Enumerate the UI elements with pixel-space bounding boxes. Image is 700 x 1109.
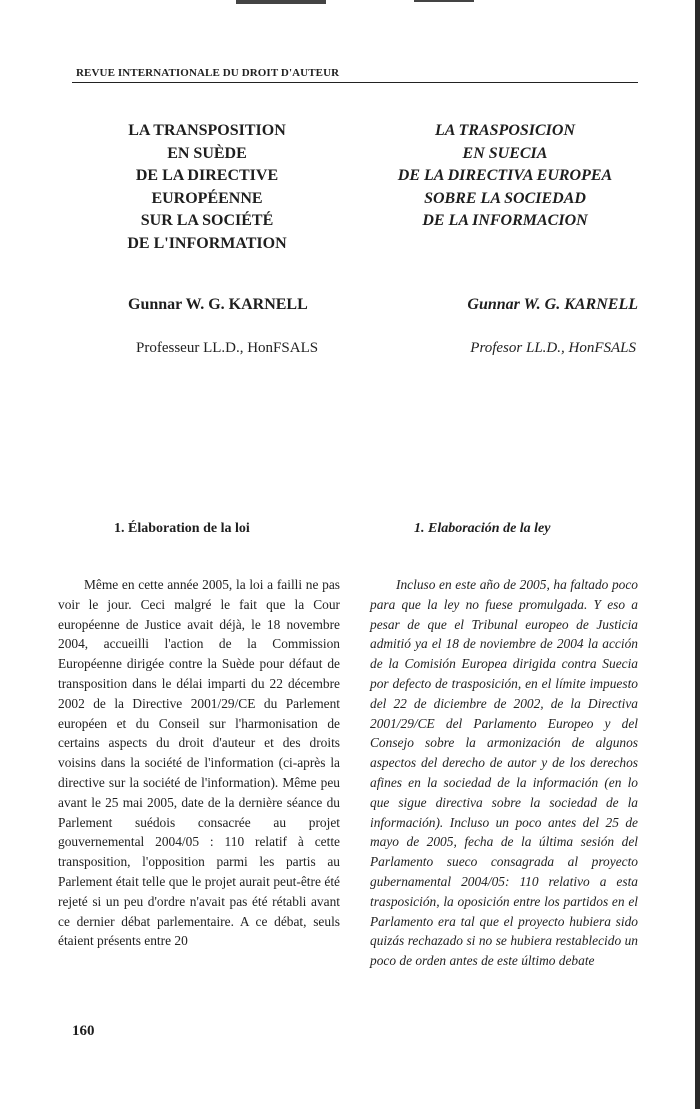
spanish-section-heading: 1. Elaboración de la ley [414,521,551,536]
spanish-title [372,120,638,233]
spanish-title-line: SOBRE LA SOCIEDAD [424,189,586,207]
french-title-line: EUROPÉENNE [151,189,263,207]
french-author: Gunnar W. G. KARNELL [128,296,308,313]
french-title-line: LA TRANSPOSITION [128,122,286,139]
spanish-affiliation: Profesor LL.D., HonFSALS [470,340,636,356]
spanish-body-text: Incluso en este año de 2005, ha faltado poco para que la ley no fuese promulgada. Y eso a pesar de que el Tribunal europeo de Justicia admitió ya el 18 de noviembre de 2004 la acción de la Comisión Europea dirigida contra Suecia por defecto de trasposición, en el límite impuesto del 22 de diciembre de 2002, de la Directiva 2001/29/CE del Parlamento Europeo y del Consejo sobre la armonización de algunos aspectos del derecho de autor y de los derechos afines en la sociedad de la información (en lo que sigue directiva sobre la sociedad de la información). Incluso un poco antes del 25 de mayo de 2005, fecha de la última sesión del Parlamento sueco consagrada al proyecto gubernamental 2004/05: 110 relativo a esta trasposición, la oposición entre los partidos en el Parlamento era tal que el proyecto hubiera sido quizás rechazado si no se hubiera restablecido un poco de orden antes de este último debate [370,577,638,969]
french-title-line: EN SUÈDE [167,144,247,162]
french-section-heading: 1. Élaboration de la loi [114,521,250,536]
header-rule [72,82,638,83]
running-head: REVUE INTERNATIONALE DU DROIT D'AUTEUR [76,67,340,79]
french-title-line: DE LA DIRECTIVE [135,167,279,184]
scan-edge-mark [414,0,474,2]
french-title-line: SUR LA SOCIÉTÉ [140,212,274,229]
scan-edge-mark [236,0,326,4]
page-number: 160 [72,1023,95,1039]
spanish-title-line: DE LA INFORMACION [422,212,588,229]
spanish-title-line: LA TRASPOSICION [434,122,576,139]
spanish-title-line: DE LA DIRECTIVA EUROPEA [397,167,613,184]
french-title-line: DE L'INFORMATION [127,234,287,252]
french-title [104,120,310,255]
spanish-author: Gunnar W. G. KARNELL [467,296,638,313]
french-body-text: Même en cette année 2005, la loi a failli ne pas voir le jour. Ceci malgré le fait que la Cour européenne de Justice avait déjà, le 18 novembre 2004, accueilli l'action de la Commission Européenne dirigée contre la Suède pour défaut de transposition dans le délai imparti du 22 décembre 2002 de la Directive 2001/29/CE du Parlement européen et du Conseil sur l'harmonisation de certains aspects du droit d'auteur et des droits voisins dans la société de l'information (ci-après la directive sur la société de l'information). Même peu avant le 25 mai 2005, date de la dernière séance du Parlement suédois consacrée au projet gouvernemental 2004/05 : 110 relatif à cette transposition, l'opposition parmi les partis au Parlement était telle que le projet aurait peut-être été rejeté si un peu d'ordre n'avait pas été rétabli avant ce dernier débat parlementaire. A ce débat, seuls étaient présents entre 20 [58,577,340,949]
scan-page-edge [695,0,700,1109]
french-affiliation: Professeur LL.D., HonFSALS [136,340,319,356]
spanish-title-line: EN SUECIA [462,144,548,162]
